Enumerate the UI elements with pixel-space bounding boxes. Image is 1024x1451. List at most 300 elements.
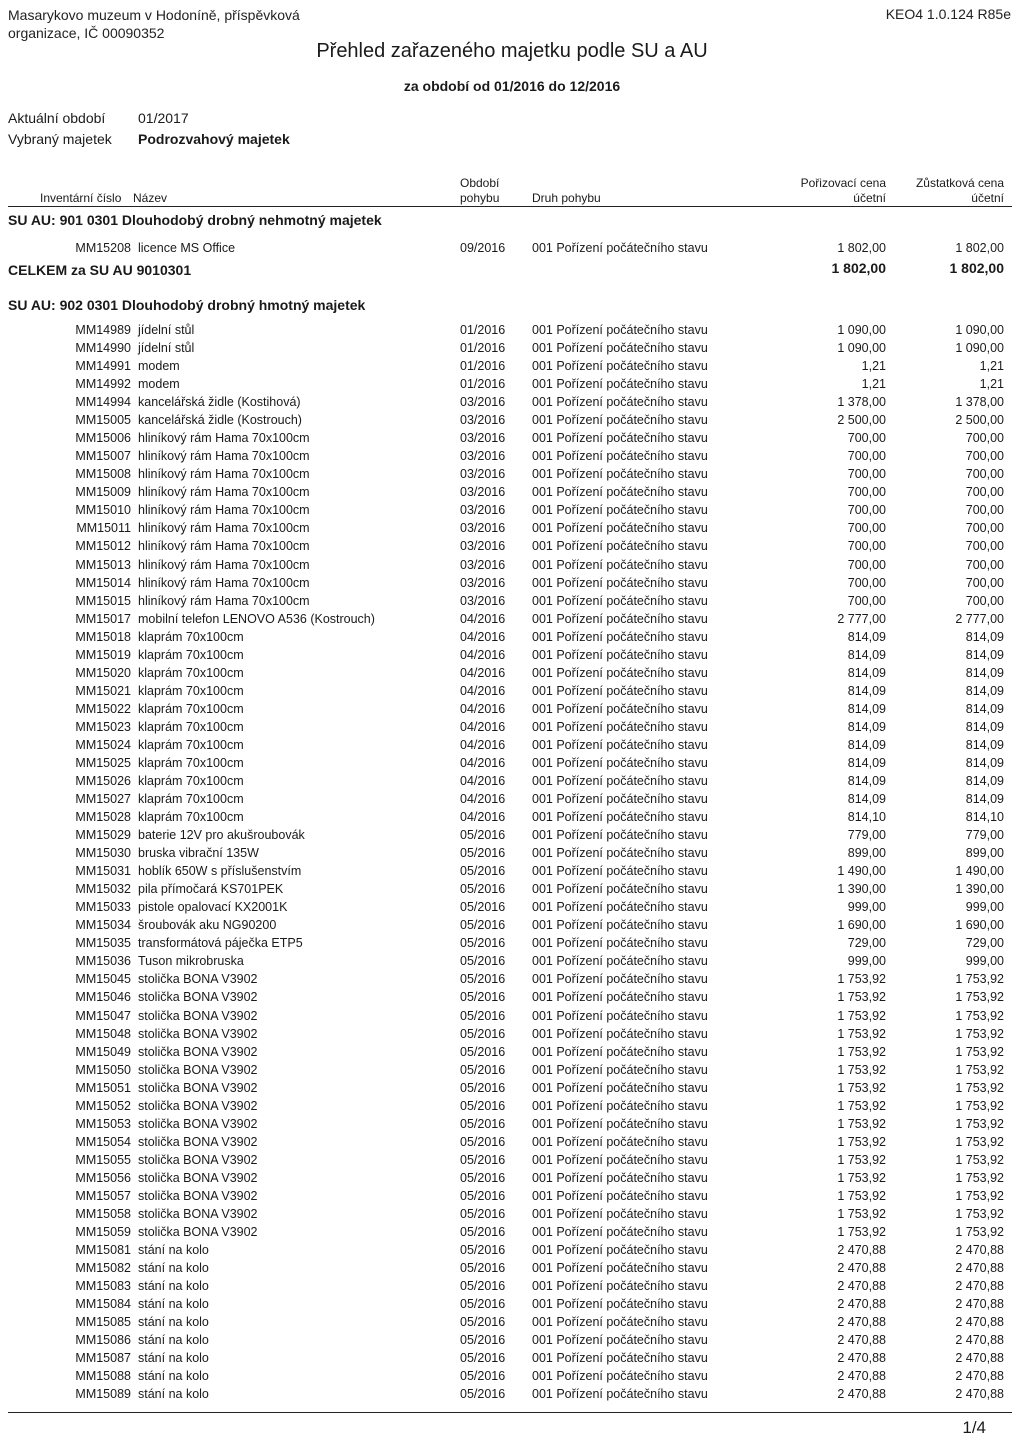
asset-name: jídelní stůl <box>138 341 195 356</box>
acquisition-price: 700,00 <box>847 575 886 590</box>
table-row <box>0 1171 1024 1189</box>
table-row <box>0 431 1024 449</box>
table-row <box>0 1261 1024 1279</box>
movement-type: 001 Pořízení počátečního stavu <box>532 359 708 374</box>
residual-value: 2 500,00 <box>955 413 1004 428</box>
acquisition-price: 1 753,92 <box>837 1062 886 1077</box>
movement-type: 001 Pořízení počátečního stavu <box>532 1170 708 1185</box>
movement-type: 001 Pořízení počátečního stavu <box>532 990 708 1005</box>
acquisition-price: 899,00 <box>847 846 886 861</box>
movement-type: 001 Pořízení počátečního stavu <box>532 575 708 590</box>
table-row <box>0 576 1024 594</box>
movement-type: 001 Pořízení počátečního stavu <box>532 810 708 825</box>
residual-value: 729,00 <box>965 936 1004 951</box>
movement-type: 001 Pořízení počátečního stavu <box>532 1315 708 1330</box>
acquisition-price: 1 390,00 <box>837 882 886 897</box>
inventory-number: MM15015 <box>75 593 131 608</box>
inventory-number: MM15008 <box>75 467 131 482</box>
table-row <box>0 1027 1024 1045</box>
movement-period: 04/2016 <box>460 629 506 644</box>
asset-name: stolička BONA V3902 <box>138 1225 258 1239</box>
inventory-number: MM15013 <box>75 557 131 572</box>
acquisition-price: 1 753,92 <box>837 1026 886 1041</box>
asset-name: stolička BONA V3902 <box>138 1170 258 1185</box>
movement-type: 001 Pořízení počátečního stavu <box>532 395 708 410</box>
movement-type: 001 Pořízení počátečního stavu <box>532 864 708 879</box>
inventory-number: MM15007 <box>75 449 131 464</box>
residual-value: 899,00 <box>965 846 1004 861</box>
asset-name: hoblík 650W s příslušenstvím <box>138 864 302 879</box>
table-row <box>0 774 1024 792</box>
inventory-number: MM15048 <box>75 1026 131 1041</box>
acquisition-price: 1 753,92 <box>837 1098 886 1113</box>
asset-name: stolička BONA V3902 <box>138 1044 258 1059</box>
movement-period: 04/2016 <box>460 719 506 734</box>
residual-value: 1 090,00 <box>955 341 1004 356</box>
asset-name: šroubovák aku NG90200 <box>138 918 277 933</box>
table-row <box>0 1009 1024 1027</box>
inventory-number: MM15023 <box>75 719 131 734</box>
inventory-number: MM15024 <box>75 737 131 752</box>
inventory-number: MM15009 <box>75 485 131 500</box>
acquisition-price: 700,00 <box>847 485 886 500</box>
asset-name: klaprám 70x100cm <box>138 719 244 734</box>
asset-name: klaprám 70x100cm <box>138 737 244 752</box>
inventory-number: MM15030 <box>75 846 131 861</box>
table-row <box>0 1243 1024 1261</box>
residual-value: 814,09 <box>965 719 1004 734</box>
movement-type: 001 Pořízení počátečního stavu <box>532 954 708 969</box>
acquisition-price: 1 753,92 <box>837 1044 886 1059</box>
asset-name: hliníkový rám Hama 70x100cm <box>138 431 310 446</box>
acquisition-price: 1 753,92 <box>837 1152 886 1167</box>
movement-type: 001 Pořízení počátečního stavu <box>532 647 708 662</box>
movement-type: 001 Pořízení počátečního stavu <box>532 1080 708 1095</box>
asset-name: pistole opalovací KX2001K <box>138 900 288 915</box>
inventory-number: MM15046 <box>75 990 131 1005</box>
table-row <box>0 954 1024 972</box>
inventory-number: MM15083 <box>75 1279 131 1294</box>
residual-value: 1,21 <box>979 359 1004 374</box>
movement-period: 04/2016 <box>460 792 506 807</box>
inventory-number: MM15057 <box>75 1188 131 1203</box>
inventory-number: MM15033 <box>75 900 131 915</box>
movement-type: 001 Pořízení počátečního stavu <box>532 1044 708 1059</box>
movement-type: 001 Pořízení počátečního stavu <box>532 467 708 482</box>
movement-period: 04/2016 <box>460 611 506 626</box>
acquisition-price: 1 378,00 <box>837 395 886 410</box>
inventory-number: MM15050 <box>75 1062 131 1077</box>
table-row <box>0 1153 1024 1171</box>
residual-value: 1 753,92 <box>955 1188 1004 1203</box>
movement-type: 001 Pořízení počátečního stavu <box>532 593 708 608</box>
inventory-number: MM15053 <box>75 1116 131 1131</box>
asset-name: pila přímočará KS701PEK <box>138 882 284 897</box>
movement-type: 001 Pořízení počátečního stavu <box>532 1188 708 1203</box>
selected-asset-value: Podrozvahový majetek <box>138 131 290 147</box>
asset-name: stání na kolo <box>138 1261 209 1276</box>
table-row <box>0 241 1024 259</box>
residual-value: 2 777,00 <box>955 611 1004 626</box>
section-title: SU AU: 902 0301 Dlouhodobý drobný hmotný majetek <box>8 297 366 313</box>
movement-type: 001 Pořízení počátečního stavu <box>532 755 708 770</box>
residual-value: 700,00 <box>965 539 1004 554</box>
table-row <box>0 521 1024 539</box>
movement-type: 001 Pořízení počátečního stavu <box>532 1152 708 1167</box>
movement-period: 05/2016 <box>460 1062 506 1077</box>
movement-period: 04/2016 <box>460 774 506 788</box>
acquisition-price: 2 470,88 <box>837 1369 886 1384</box>
inventory-number: MM15028 <box>75 810 131 825</box>
asset-name: jídelní stůl <box>138 323 195 337</box>
acquisition-price: 2 470,88 <box>837 1351 886 1366</box>
asset-name: stolička BONA V3902 <box>138 1116 258 1131</box>
movement-type: 001 Pořízení počátečního stavu <box>532 1351 708 1366</box>
organization-name <box>8 6 300 42</box>
movement-period: 05/2016 <box>460 882 506 897</box>
table-row <box>0 810 1024 828</box>
asset-name: stolička BONA V3902 <box>138 990 258 1005</box>
table-row <box>0 684 1024 702</box>
table-row <box>0 1081 1024 1099</box>
table-row <box>0 449 1024 467</box>
acquisition-price: 2 500,00 <box>837 413 886 428</box>
col-header-name: Název <box>133 191 168 205</box>
acquisition-price: 2 470,88 <box>837 1315 886 1330</box>
asset-name: stání na kolo <box>138 1387 209 1402</box>
residual-value: 1 753,92 <box>955 1062 1004 1077</box>
movement-period: 04/2016 <box>460 701 506 716</box>
residual-value: 1 090,00 <box>955 323 1004 337</box>
movement-period: 05/2016 <box>460 864 506 879</box>
acquisition-price: 1,21 <box>861 377 886 392</box>
table-row <box>0 503 1024 521</box>
table-row <box>0 846 1024 864</box>
movement-type: 001 Pořízení počátečního stavu <box>532 629 708 644</box>
residual-value: 1 753,92 <box>955 1098 1004 1113</box>
movement-period: 03/2016 <box>460 503 506 518</box>
col-header-price-line2: účetní <box>853 191 886 205</box>
movement-type: 001 Pořízení počátečního stavu <box>532 683 708 698</box>
movement-period: 05/2016 <box>460 1152 506 1167</box>
inventory-number: MM15056 <box>75 1170 131 1185</box>
residual-value: 1 753,92 <box>955 1225 1004 1239</box>
acquisition-price: 1 090,00 <box>837 323 886 337</box>
movement-period: 05/2016 <box>460 900 506 915</box>
acquisition-price: 1 753,92 <box>837 1134 886 1149</box>
inventory-number: MM15088 <box>75 1369 131 1384</box>
movement-type: 001 Pořízení počátečního stavu <box>532 882 708 897</box>
residual-value: 700,00 <box>965 575 1004 590</box>
asset-name: Tuson mikrobruska <box>138 954 244 969</box>
acquisition-price: 729,00 <box>847 936 886 951</box>
inventory-number: MM15049 <box>75 1044 131 1059</box>
residual-value: 1 690,00 <box>955 918 1004 933</box>
movement-period: 01/2016 <box>460 341 506 356</box>
inventory-number: MM15084 <box>75 1297 131 1312</box>
table-row <box>0 720 1024 738</box>
movement-period: 04/2016 <box>460 683 506 698</box>
residual-value: 700,00 <box>965 449 1004 464</box>
asset-name: stání na kolo <box>138 1333 209 1348</box>
movement-period: 05/2016 <box>460 1387 506 1402</box>
residual-value: 2 470,88 <box>955 1351 1004 1366</box>
asset-name: stolička BONA V3902 <box>138 1098 258 1113</box>
inventory-number: MM15055 <box>75 1152 131 1167</box>
asset-name: hliníkový rám Hama 70x100cm <box>138 593 310 608</box>
acquisition-price: 1 753,92 <box>837 1206 886 1221</box>
inventory-number: MM15011 <box>76 521 131 536</box>
movement-type: 001 Pořízení počátečního stavu <box>532 611 708 626</box>
col-header-residual <box>916 176 1004 206</box>
movement-type: 001 Pořízení počátečního stavu <box>532 792 708 807</box>
table-row <box>0 900 1024 918</box>
table-row <box>0 558 1024 576</box>
asset-name: kancelářská židle (Kostrouch) <box>138 413 302 428</box>
inventory-number: MM15027 <box>75 792 131 807</box>
movement-period: 05/2016 <box>460 1044 506 1059</box>
table-row <box>0 738 1024 756</box>
table-row <box>0 1369 1024 1387</box>
movement-period: 05/2016 <box>460 1369 506 1384</box>
movement-type: 001 Pořízení počátečního stavu <box>532 701 708 716</box>
inventory-number: MM15031 <box>75 864 131 879</box>
inventory-number: MM15022 <box>75 701 131 716</box>
acquisition-price: 700,00 <box>847 539 886 554</box>
movement-period: 05/2016 <box>460 1225 506 1239</box>
report-period: za období od 01/2016 do 12/2016 <box>403 78 621 94</box>
residual-value: 814,09 <box>965 701 1004 716</box>
table-row <box>0 594 1024 612</box>
asset-name: stolička BONA V3902 <box>138 1152 258 1167</box>
table-row <box>0 918 1024 936</box>
residual-value: 814,09 <box>965 792 1004 807</box>
movement-period: 05/2016 <box>460 1008 506 1023</box>
asset-name: bruska vibrační 135W <box>138 846 259 861</box>
movement-type: 001 Pořízení počátečního stavu <box>532 1062 708 1077</box>
movement-type: 001 Pořízení počátečního stavu <box>532 241 708 255</box>
acquisition-price: 814,09 <box>847 701 886 716</box>
inventory-number: MM15208 <box>75 241 131 255</box>
residual-value: 1 802,00 <box>955 241 1004 255</box>
movement-period: 05/2016 <box>460 972 506 987</box>
residual-value: 779,00 <box>965 828 1004 843</box>
movement-type: 001 Pořízení počátečního stavu <box>532 485 708 500</box>
movement-period: 03/2016 <box>460 395 506 410</box>
table-row <box>0 612 1024 630</box>
residual-value: 700,00 <box>965 503 1004 518</box>
section-total-price: 1 802,00 <box>831 260 886 276</box>
table-row <box>0 702 1024 720</box>
residual-value: 814,09 <box>965 755 1004 770</box>
movement-period: 01/2016 <box>460 323 506 337</box>
inventory-number: MM15058 <box>75 1206 131 1221</box>
inventory-number: MM15006 <box>75 431 131 446</box>
col-header-kind: Druh pohybu <box>532 191 601 205</box>
table-row <box>0 1387 1024 1405</box>
movement-period: 05/2016 <box>460 828 506 843</box>
asset-name: stolička BONA V3902 <box>138 1134 258 1149</box>
movement-period: 05/2016 <box>460 1297 506 1312</box>
residual-value: 700,00 <box>965 557 1004 572</box>
asset-name: stání na kolo <box>138 1243 209 1258</box>
movement-period: 05/2016 <box>460 990 506 1005</box>
inventory-number: MM15017 <box>75 611 131 626</box>
acquisition-price: 1 753,92 <box>837 1116 886 1131</box>
table-row <box>0 413 1024 431</box>
asset-name: klaprám 70x100cm <box>138 683 244 698</box>
asset-name: klaprám 70x100cm <box>138 792 244 807</box>
col-header-residual-line2: účetní <box>971 191 1004 205</box>
table-row <box>0 648 1024 666</box>
organization-line-2: organizace, IČ 00090352 <box>8 25 165 41</box>
movement-type: 001 Pořízení počátečního stavu <box>532 1008 708 1023</box>
col-header-period-line1: Období <box>460 176 500 190</box>
movement-period: 03/2016 <box>460 449 506 464</box>
acquisition-price: 1 753,92 <box>837 1188 886 1203</box>
acquisition-price: 2 777,00 <box>837 611 886 626</box>
movement-type: 001 Pořízení počátečního stavu <box>532 1369 708 1384</box>
asset-name: stolička BONA V3902 <box>138 1188 258 1203</box>
inventory-number: MM15025 <box>75 755 131 770</box>
asset-name: stolička BONA V3902 <box>138 1026 258 1041</box>
header-divider <box>8 206 1012 207</box>
acquisition-price: 1 753,92 <box>837 1080 886 1095</box>
movement-type: 001 Pořízení počátečního stavu <box>532 719 708 734</box>
table-row <box>0 756 1024 774</box>
asset-name: hliníkový rám Hama 70x100cm <box>138 449 310 464</box>
col-header-period <box>460 176 499 206</box>
movement-period: 03/2016 <box>460 485 506 500</box>
page-number: 1/4 <box>962 1418 986 1437</box>
asset-name: hliníkový rám Hama 70x100cm <box>138 467 310 482</box>
inventory-number: MM15086 <box>75 1333 131 1348</box>
current-period-label: Aktuální období <box>8 110 106 126</box>
movement-period: 01/2016 <box>460 359 506 374</box>
asset-name: modem <box>138 377 180 392</box>
table-row <box>0 882 1024 900</box>
movement-type: 001 Pořízení počátečního stavu <box>532 521 708 536</box>
movement-period: 05/2016 <box>460 1243 506 1258</box>
acquisition-price: 1 753,92 <box>837 1170 886 1185</box>
residual-value: 1 753,92 <box>955 1152 1004 1167</box>
inventory-number: MM15029 <box>75 828 131 843</box>
residual-value: 2 470,88 <box>955 1333 1004 1348</box>
movement-type: 001 Pořízení počátečního stavu <box>532 449 708 464</box>
movement-period: 05/2016 <box>460 1026 506 1041</box>
table-row <box>0 1279 1024 1297</box>
acquisition-price: 2 470,88 <box>837 1333 886 1348</box>
inventory-number: MM15052 <box>75 1098 131 1113</box>
table-row <box>0 467 1024 485</box>
movement-type: 001 Pořízení počátečního stavu <box>532 1279 708 1294</box>
table-row <box>0 395 1024 413</box>
acquisition-price: 700,00 <box>847 557 886 572</box>
movement-type: 001 Pořízení počátečního stavu <box>532 1261 708 1276</box>
asset-name: baterie 12V pro akušroubovák <box>138 828 305 843</box>
table-row <box>0 792 1024 810</box>
inventory-number: MM15045 <box>75 972 131 987</box>
movement-type: 001 Pořízení počátečního stavu <box>532 323 708 337</box>
acquisition-price: 814,09 <box>847 737 886 752</box>
residual-value: 1 753,92 <box>955 1206 1004 1221</box>
asset-name: stání na kolo <box>138 1351 209 1366</box>
table-row <box>0 1117 1024 1135</box>
selected-asset-label: Vybraný majetek <box>8 131 112 147</box>
residual-value: 1 753,92 <box>955 1008 1004 1023</box>
residual-value: 1,21 <box>979 377 1004 392</box>
table-row <box>0 377 1024 395</box>
residual-value: 2 470,88 <box>955 1387 1004 1402</box>
residual-value: 1 753,92 <box>955 1026 1004 1041</box>
residual-value: 700,00 <box>965 431 1004 446</box>
residual-value: 2 470,88 <box>955 1243 1004 1258</box>
inventory-number: MM15035 <box>75 936 131 951</box>
movement-period: 03/2016 <box>460 431 506 446</box>
movement-period: 05/2016 <box>460 1170 506 1185</box>
organization-line-1: Masarykovo muzeum v Hodoníně, příspěvková <box>8 7 300 23</box>
asset-name: modem <box>138 359 180 374</box>
inventory-number: MM14989 <box>75 323 131 337</box>
movement-type: 001 Pořízení počátečního stavu <box>532 413 708 428</box>
col-header-period-line2: pohybu <box>460 191 500 205</box>
residual-value: 1 753,92 <box>955 1134 1004 1149</box>
movement-period: 03/2016 <box>460 593 506 608</box>
asset-name: hliníkový rám Hama 70x100cm <box>138 557 310 572</box>
acquisition-price: 999,00 <box>847 900 886 915</box>
table-row <box>0 341 1024 359</box>
acquisition-price: 779,00 <box>847 828 886 843</box>
inventory-number: MM15054 <box>75 1134 131 1149</box>
table-row <box>0 1351 1024 1369</box>
residual-value: 814,09 <box>965 737 1004 752</box>
residual-value: 1 753,92 <box>955 1116 1004 1131</box>
asset-name: stání na kolo <box>138 1279 209 1294</box>
acquisition-price: 1 753,92 <box>837 1225 886 1239</box>
acquisition-price: 2 470,88 <box>837 1243 886 1258</box>
asset-name: mobilní telefon LENOVO A536 (Kostrouch) <box>138 611 375 626</box>
acquisition-price: 1 090,00 <box>837 341 886 356</box>
table-row <box>0 1135 1024 1153</box>
acquisition-price: 700,00 <box>847 431 886 446</box>
asset-name: klaprám 70x100cm <box>138 774 244 788</box>
inventory-number: MM15081 <box>75 1243 131 1258</box>
movement-period: 03/2016 <box>460 557 506 572</box>
table-row <box>0 864 1024 882</box>
asset-name: stání na kolo <box>138 1369 209 1384</box>
section-title: SU AU: 901 0301 Dlouhodobý drobný nehmotný majetek <box>8 212 382 228</box>
table-row <box>0 666 1024 684</box>
residual-value: 700,00 <box>965 521 1004 536</box>
asset-name: hliníkový rám Hama 70x100cm <box>138 503 310 518</box>
movement-period: 05/2016 <box>460 1261 506 1276</box>
table-row <box>0 828 1024 846</box>
movement-period: 03/2016 <box>460 575 506 590</box>
movement-type: 001 Pořízení počátečního stavu <box>532 1297 708 1312</box>
movement-period: 05/2016 <box>460 1279 506 1294</box>
acquisition-price: 814,10 <box>847 810 886 825</box>
section-total-residual: 1 802,00 <box>949 260 1004 276</box>
residual-value: 1 753,92 <box>955 1080 1004 1095</box>
acquisition-price: 2 470,88 <box>837 1279 886 1294</box>
acquisition-price: 814,09 <box>847 665 886 680</box>
movement-type: 001 Pořízení počátečního stavu <box>532 1243 708 1258</box>
acquisition-price: 2 470,88 <box>837 1261 886 1276</box>
inventory-number: MM14990 <box>75 341 131 356</box>
movement-type: 001 Pořízení počátečního stavu <box>532 1116 708 1131</box>
residual-value: 700,00 <box>965 467 1004 482</box>
table-row <box>0 1189 1024 1207</box>
